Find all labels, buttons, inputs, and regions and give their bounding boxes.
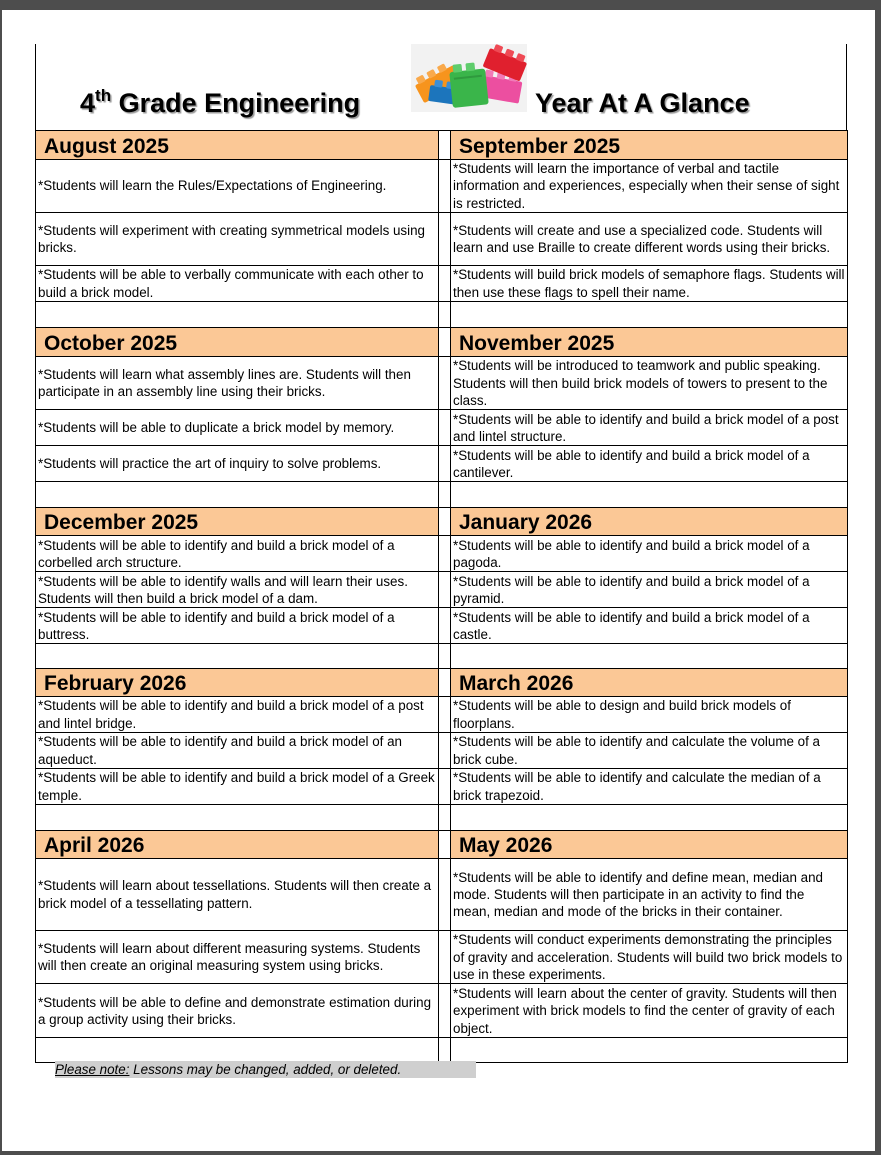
lesson-row bbox=[36, 410, 848, 446]
column-gap bbox=[439, 357, 451, 410]
note-text: Lessons may be changed, added, or deleted. bbox=[129, 1062, 402, 1077]
spacer-cell bbox=[36, 302, 439, 328]
column-gap bbox=[439, 266, 451, 302]
month-header-row bbox=[36, 328, 848, 357]
lesson-row bbox=[36, 213, 848, 266]
lesson-cell-right: *Students will be able to design and build brick models of floorplans. bbox=[451, 697, 848, 733]
note-label: Please note: bbox=[55, 1062, 130, 1077]
lesson-row bbox=[36, 859, 848, 931]
column-gap bbox=[439, 446, 451, 482]
lesson-row bbox=[36, 536, 848, 572]
column-gap bbox=[439, 328, 451, 357]
spacer-cell bbox=[36, 482, 439, 508]
lego-bricks-icon bbox=[411, 44, 527, 112]
spacer-cell bbox=[36, 1038, 439, 1063]
lesson-cell-right: *Students will be able to identify and build a brick model of a pagoda. bbox=[451, 536, 848, 572]
lesson-row bbox=[36, 769, 848, 805]
column-gap bbox=[439, 410, 451, 446]
month-header-left: February 2026 bbox=[36, 669, 439, 697]
lesson-cell-left: *Students will be able to identify and build a brick model of a corbelled arch structure. bbox=[36, 536, 439, 572]
column-gap bbox=[439, 984, 451, 1038]
spacer-row bbox=[36, 644, 848, 669]
month-header-right: November 2025 bbox=[451, 328, 848, 357]
lesson-row bbox=[36, 357, 848, 410]
month-header-left: October 2025 bbox=[36, 328, 439, 357]
lesson-cell-right: *Students will learn about the center of gravity. Students will then experiment with brick models to find the center of gravity of each object. bbox=[451, 984, 848, 1038]
lesson-row bbox=[36, 160, 848, 213]
spacer-cell bbox=[36, 644, 439, 669]
column-gap bbox=[439, 1038, 451, 1063]
column-gap bbox=[439, 213, 451, 266]
lesson-cell-right: *Students will be introduced to teamwork and public speaking. Students will then build brick models of towers to present to the class. bbox=[451, 357, 848, 410]
column-gap bbox=[439, 508, 451, 536]
column-gap bbox=[439, 302, 451, 328]
lesson-row bbox=[36, 572, 848, 608]
month-header-left: April 2026 bbox=[36, 831, 439, 859]
lesson-cell-left: *Students will learn about tessellations. Students will then create a brick model of a tessellating pattern. bbox=[36, 859, 439, 931]
lesson-row bbox=[36, 733, 848, 769]
lesson-row bbox=[36, 931, 848, 984]
lesson-cell-right: *Students will conduct experiments demonstrating the principles of gravity and acceleration. Students will build two brick models to use in these experiments. bbox=[451, 931, 848, 984]
lesson-cell-left: *Students will learn what assembly lines are. Students will then participate in an assembly line using their bricks. bbox=[36, 357, 439, 410]
lesson-cell-left: *Students will practice the art of inquiry to solve problems. bbox=[36, 446, 439, 482]
frame-line-left bbox=[35, 44, 36, 130]
lesson-row bbox=[36, 446, 848, 482]
lesson-cell-left: *Students will be able to identify and build a brick model of an aqueduct. bbox=[36, 733, 439, 769]
column-gap bbox=[439, 160, 451, 213]
column-gap bbox=[439, 572, 451, 608]
column-gap bbox=[439, 482, 451, 508]
lesson-cell-left: *Students will learn the Rules/Expectations of Engineering. bbox=[36, 160, 439, 213]
lesson-cell-right: *Students will learn the importance of verbal and tactile information and experiences, especially when their sense of sight is restricted. bbox=[451, 160, 848, 213]
column-gap bbox=[439, 536, 451, 572]
month-header-row bbox=[36, 131, 848, 160]
column-gap bbox=[439, 859, 451, 931]
month-header-left: August 2025 bbox=[36, 131, 439, 160]
month-header-right: September 2025 bbox=[451, 131, 848, 160]
spacer-cell bbox=[451, 482, 848, 508]
column-gap bbox=[439, 733, 451, 769]
spacer-row bbox=[36, 805, 848, 831]
column-gap bbox=[439, 769, 451, 805]
footer-note bbox=[55, 1061, 476, 1078]
month-header-row bbox=[36, 669, 848, 697]
lesson-cell-right: *Students will be able to identify and build a brick model of a cantilever. bbox=[451, 446, 848, 482]
lesson-cell-right: *Students will be able to identify and define mean, median and mode. Students will then participate in an activity to find the mean, median and mode of the bricks in their container. bbox=[451, 859, 848, 931]
lesson-cell-left: *Students will be able to identify and build a brick model of a buttress. bbox=[36, 608, 439, 644]
spacer-row bbox=[36, 302, 848, 328]
lesson-row bbox=[36, 697, 848, 733]
lesson-cell-left: *Students will learn about different measuring systems. Students will then create an original measuring system using bricks. bbox=[36, 931, 439, 984]
lesson-cell-right: *Students will be able to identify and build a brick model of a post and lintel structure. bbox=[451, 410, 848, 446]
title-left-text: Grade Engineering bbox=[118, 88, 361, 118]
lesson-cell-right: *Students will be able to identify and build a brick model of a castle. bbox=[451, 608, 848, 644]
column-gap bbox=[439, 697, 451, 733]
month-header-row bbox=[36, 508, 848, 536]
month-header-row bbox=[36, 831, 848, 859]
spacer-cell bbox=[36, 805, 439, 831]
lesson-cell-left: *Students will be able to duplicate a brick model by memory. bbox=[36, 410, 439, 446]
lesson-cell-right: *Students will be able to identify and calculate the volume of a brick cube. bbox=[451, 733, 848, 769]
spacer-row bbox=[36, 1038, 848, 1063]
lesson-cell-right: *Students will be able to identify and build a brick model of a pyramid. bbox=[451, 572, 848, 608]
column-gap bbox=[439, 131, 451, 160]
lesson-cell-left: *Students will be able to identify walls and will learn their uses. Students will then build a brick model of a dam. bbox=[36, 572, 439, 608]
frame-line-right bbox=[846, 44, 847, 130]
page-title-right: Year At A Glance bbox=[535, 88, 750, 118]
lesson-cell-left: *Students will be able to identify and build a brick model of a Greek temple. bbox=[36, 769, 439, 805]
lesson-cell-right: *Students will build brick models of semaphore flags. Students will then use these flags to spell their name. bbox=[451, 266, 848, 302]
lesson-cell-right: *Students will be able to identify and calculate the median of a brick trapezoid. bbox=[451, 769, 848, 805]
lesson-row bbox=[36, 984, 848, 1038]
lesson-row bbox=[36, 266, 848, 302]
spacer-cell bbox=[451, 302, 848, 328]
grade-number: 4 bbox=[80, 88, 96, 118]
month-header-left: December 2025 bbox=[36, 508, 439, 536]
spacer-row bbox=[36, 482, 848, 508]
grade-suffix: th bbox=[95, 86, 112, 105]
spacer-cell bbox=[451, 805, 848, 831]
column-gap bbox=[439, 805, 451, 831]
column-gap bbox=[439, 669, 451, 697]
spacer-cell bbox=[451, 644, 848, 669]
column-gap bbox=[439, 831, 451, 859]
page-title-left bbox=[80, 88, 360, 119]
lesson-cell-left: *Students will be able to identify and build a brick model of a post and lintel bridge. bbox=[36, 697, 439, 733]
lesson-cell-right: *Students will create and use a specialized code. Students will learn and use Braille to create different words using their bricks. bbox=[451, 213, 848, 266]
lesson-cell-left: *Students will experiment with creating symmetrical models using bricks. bbox=[36, 213, 439, 266]
lesson-cell-left: *Students will be able to verbally communicate with each other to build a brick model. bbox=[36, 266, 439, 302]
lesson-row bbox=[36, 608, 848, 644]
month-header-right: January 2026 bbox=[451, 508, 848, 536]
year-at-a-glance-table bbox=[35, 130, 848, 1063]
column-gap bbox=[439, 608, 451, 644]
month-header-right: May 2026 bbox=[451, 831, 848, 859]
spacer-cell bbox=[451, 1038, 848, 1063]
lesson-cell-left: *Students will be able to define and demonstrate estimation during a group activity using their bricks. bbox=[36, 984, 439, 1038]
month-header-right: March 2026 bbox=[451, 669, 848, 697]
column-gap bbox=[439, 644, 451, 669]
column-gap bbox=[439, 931, 451, 984]
